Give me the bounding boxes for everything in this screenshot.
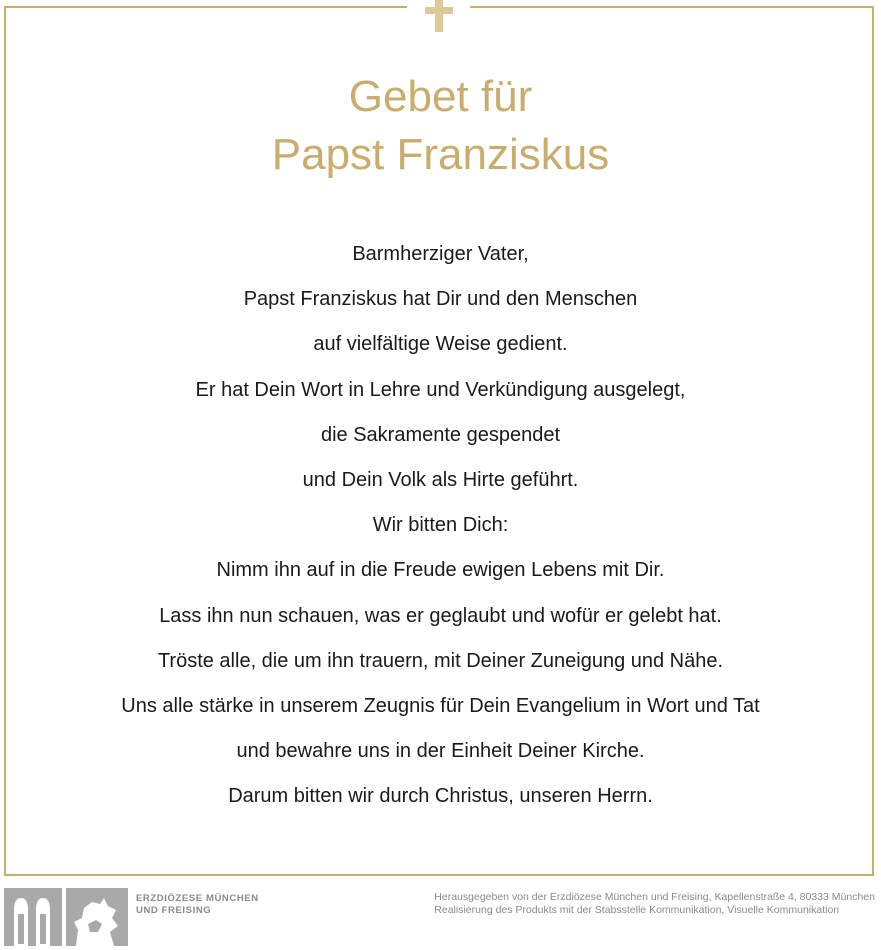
page-title [0,68,881,184]
prayer-line: Er hat Dein Wort in Lehre und Verkündigung ausgelegt, [195,378,686,401]
prayer-line: Tröste alle, die um ihn trauern, mit Deiner Zuneigung und Nähe. [157,649,724,672]
prayer-line: und Dein Volk als Hirte geführt. [302,468,579,491]
prayer-text [0,238,881,825]
organization-name [136,893,259,917]
org-line-2: UND FREISING [136,905,212,916]
prayer-line: Wir bitten Dich: [372,514,509,537]
imprint-line-2: Realisierung des Produkts mit der Stabsstelle Kommunikation, Visuelle Kommunikation [434,904,840,916]
prayer-line: Darum bitten wir durch Christus, unseren Herrn. [228,785,653,808]
prayer-line: Uns alle stärke in unserem Zeugnis für Dein Evangelium in Wort und Tat [121,694,760,717]
archdiocese-logo-icon [4,888,128,946]
prayer-line: und bewahre uns in der Einheit Deiner Kirche. [236,740,645,763]
prayer-line: Nimm ihn auf in die Freude ewigen Lebens mit Dir. [216,559,665,582]
frame-top-line-left [4,6,407,8]
imprint-text [434,891,875,917]
frame-top-line-right [470,6,874,8]
imprint-line-1: Herausgegeben von der Erzdiözese München und Freising, Kapellenstraße 4, 80333 München [434,891,875,903]
org-line-1: ERZDIÖZESE MÜNCHEN [136,893,259,904]
prayer-line: auf vielfältige Weise gedient. [313,333,568,356]
prayer-line: Papst Franziskus hat Dir und den Menschen [243,288,638,311]
prayer-line: Barmherziger Vater, [352,243,529,265]
title-line-2: Papst Franziskus [271,130,610,179]
prayer-line: die Sakramente gespendet [320,423,561,446]
prayer-line: Lass ihn nun schauen, was er geglaubt und wofür er gelebt hat. [159,604,722,627]
title-line-1: Gebet für [348,72,533,121]
cross-icon [421,0,457,32]
